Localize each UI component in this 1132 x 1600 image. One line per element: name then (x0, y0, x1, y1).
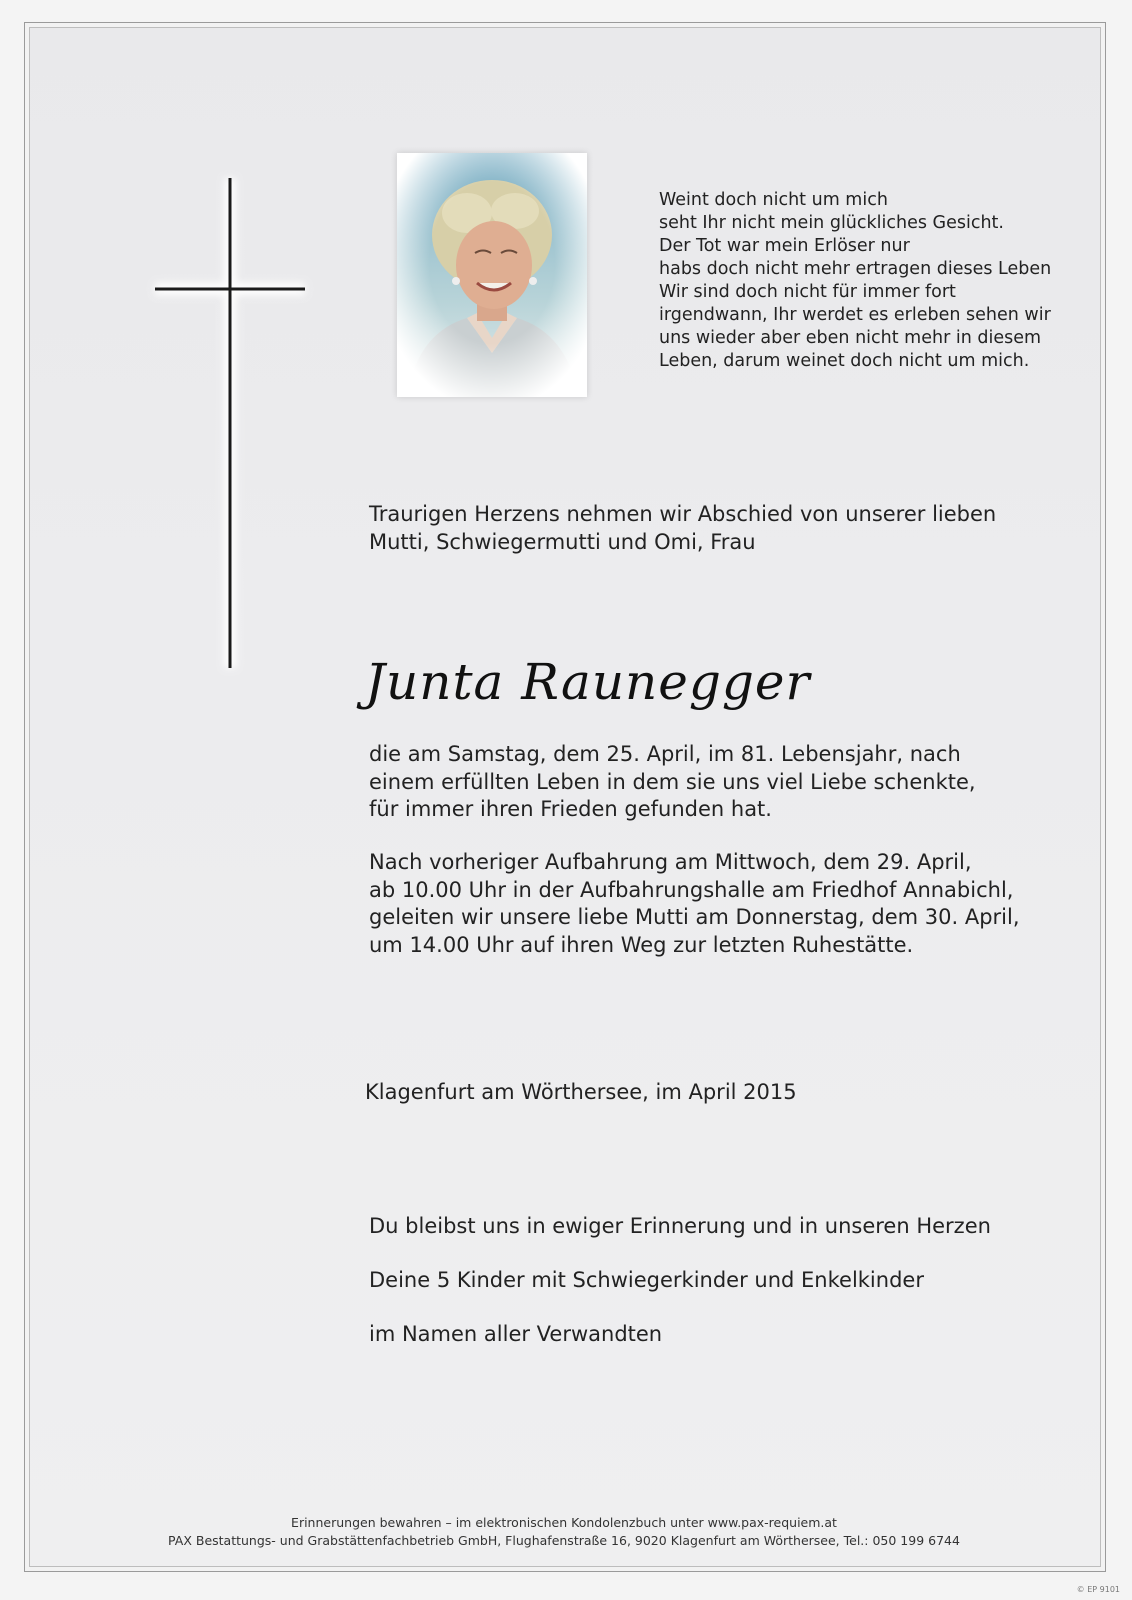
footer-condolence-line: Erinnerungen bewahren – im elektronischen Kondolenzbuch unter www.pax-requiem.at (291, 1515, 837, 1530)
death-line: für immer ihren Frieden gefunden hat. (369, 797, 772, 821)
death-line: einem erfüllten Leben in dem sie uns viel Liebe schenkte, (369, 769, 976, 794)
closing-line-family: Deine 5 Kinder mit Schwiegerkinder und Enkelkinder (369, 1268, 924, 1292)
funeral-line: um 14.00 Uhr auf ihren Weg zur letzten Ruhestätte. (369, 932, 914, 957)
deceased-name: Junta Raunegger (365, 653, 811, 711)
intro-line: Traurigen Herzens nehmen wir Abschied von unserer lieben (369, 502, 997, 526)
poem-text (659, 189, 1079, 373)
funeral-details (369, 849, 1089, 959)
poem-line: Der Tot war mein Erlöser nur (659, 236, 910, 256)
poem-line: Wir sind doch nicht für immer fort (659, 282, 956, 302)
funeral-line: geleiten wir unsere liebe Mutti am Donnerstag, dem 30. April, (369, 905, 1020, 929)
poem-line: habs doch nicht mehr ertragen dieses Leben (659, 259, 1052, 279)
obituary-card (24, 22, 1106, 1572)
intro-text (369, 501, 1089, 556)
portrait-photo (397, 153, 587, 397)
poem-line: uns wieder aber eben nicht mehr in diesem (659, 328, 1042, 348)
poem-line: irgendwann, Ihr werdet es erleben sehen wir (659, 305, 1051, 325)
poem-line: seht Ihr nicht mein glückliches Gesicht. (659, 213, 1004, 233)
print-code: © EP 9101 (1076, 1585, 1120, 1594)
death-announcement (369, 741, 1089, 824)
intro-line: Mutti, Schwiegermutti und Omi, Frau (369, 529, 756, 554)
closing-line-memory: Du bleibst uns in ewiger Erinnerung und in unseren Herzen (369, 1214, 991, 1238)
funeral-line: ab 10.00 Uhr in der Aufbahrungshalle am Friedhof Annabichl, (369, 877, 1014, 902)
death-line: die am Samstag, dem 25. April, im 81. Lebensjahr, nach (369, 742, 961, 766)
cross-icon (145, 158, 315, 688)
footer-company-line: PAX Bestattungs- und Grabstättenfachbetrieb GmbH, Flughafenstraße 16, 9020 Klagenfurt am Wörthersee, Tel.: 050 199 6744 (168, 1533, 960, 1548)
closing-line-relatives: im Namen aller Verwandten (369, 1322, 663, 1346)
footer (24, 1514, 1104, 1550)
poem-line: Leben, darum weinet doch nicht um mich. (659, 351, 1030, 371)
poem-line: Weint doch nicht um mich (659, 190, 888, 210)
funeral-line: Nach vorheriger Aufbahrung am Mittwoch, dem 29. April, (369, 850, 972, 874)
place-date: Klagenfurt am Wörthersee, im April 2015 (365, 1080, 797, 1104)
